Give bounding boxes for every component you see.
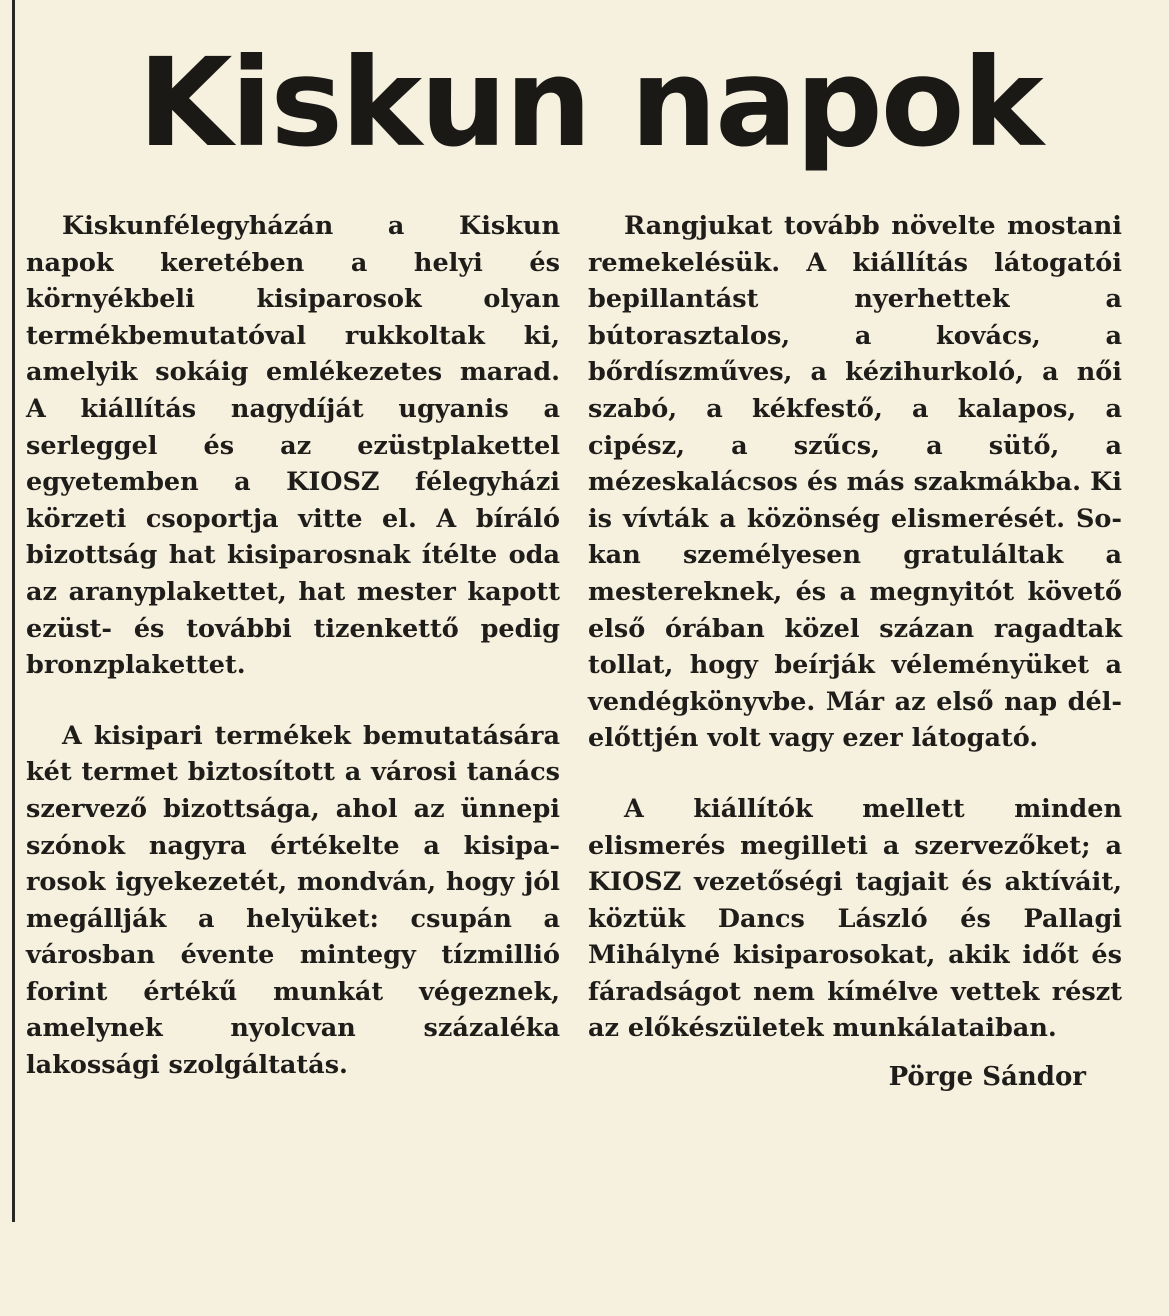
column-rule — [12, 0, 15, 1222]
article-paragraph: Kiskunfélegyházán a Kiskun napok keretében a helyi és környékbeli kisiparosok olyan termékbemutatóval rukkoltak ki, amelyik sokáig emlékezetes marad. A kiállítás nagydíját ugyanis a serleggel és az ezüstplakettel egyetemben a KIOSZ félegyházi körzeti csoportja vitte el. A bíráló bizottság hat kisiparosnak ítélte oda az aranyplakettet, hat mester kapott ezüst- és további tizenkettő pedig bronzplakettet. — [26, 211, 560, 681]
article-paragraph: A kisipari termékek bemutatására két termet biztosított a városi tanács szervező bizottsága, ahol az ünnepi szónok nagyra értékelte a kisiparosok igyekezetét, mondván, hogy jól megállják a helyüket: csupán a városban évente mintegy tízmillió forint értékű munkát végeznek, amelynek nyolcvan százaléka lakossági szolgáltatás. — [26, 720, 560, 1081]
article-byline: Pörge Sándor — [888, 1062, 1086, 1093]
article-paragraph: Rangjukat tovább növelte mostani remekelésük. A kiállítás látogatói bepillantást nyerhettek a bútorasztalos, a kovács, a bőrdíszműves, a kézihurkoló, a női szabó, a kékfestő, a kalapos, a cipész, a szűcs, a sütő, a mézeskalácsos és más szakmákba. Ki is vívták a közönség elismerését. Sokan személyesen gratuláltak a mestereknek, és a megnyitót követő első órában közel százan ragadtak tollat, hogy beírják véleményüket a vendégkönyvbe. Már az első nap délelőttjén volt vagy ezer látogató. — [588, 211, 1122, 754]
article-column-right — [588, 208, 1122, 1097]
article-column-left — [26, 208, 560, 1084]
article-headline: Kiskun napok — [138, 32, 1042, 174]
article-paragraph: A kiállítók mellett minden elismerés megilleti a szervezőket; a KIOSZ vezetőségi tagjait és aktíváit, köztük Dancs László és Pallagi Mihályné kisiparosokat, akik időt és fáradságot nem kímélve vettek részt az előkészületek munkálataiban. — [588, 793, 1122, 1044]
